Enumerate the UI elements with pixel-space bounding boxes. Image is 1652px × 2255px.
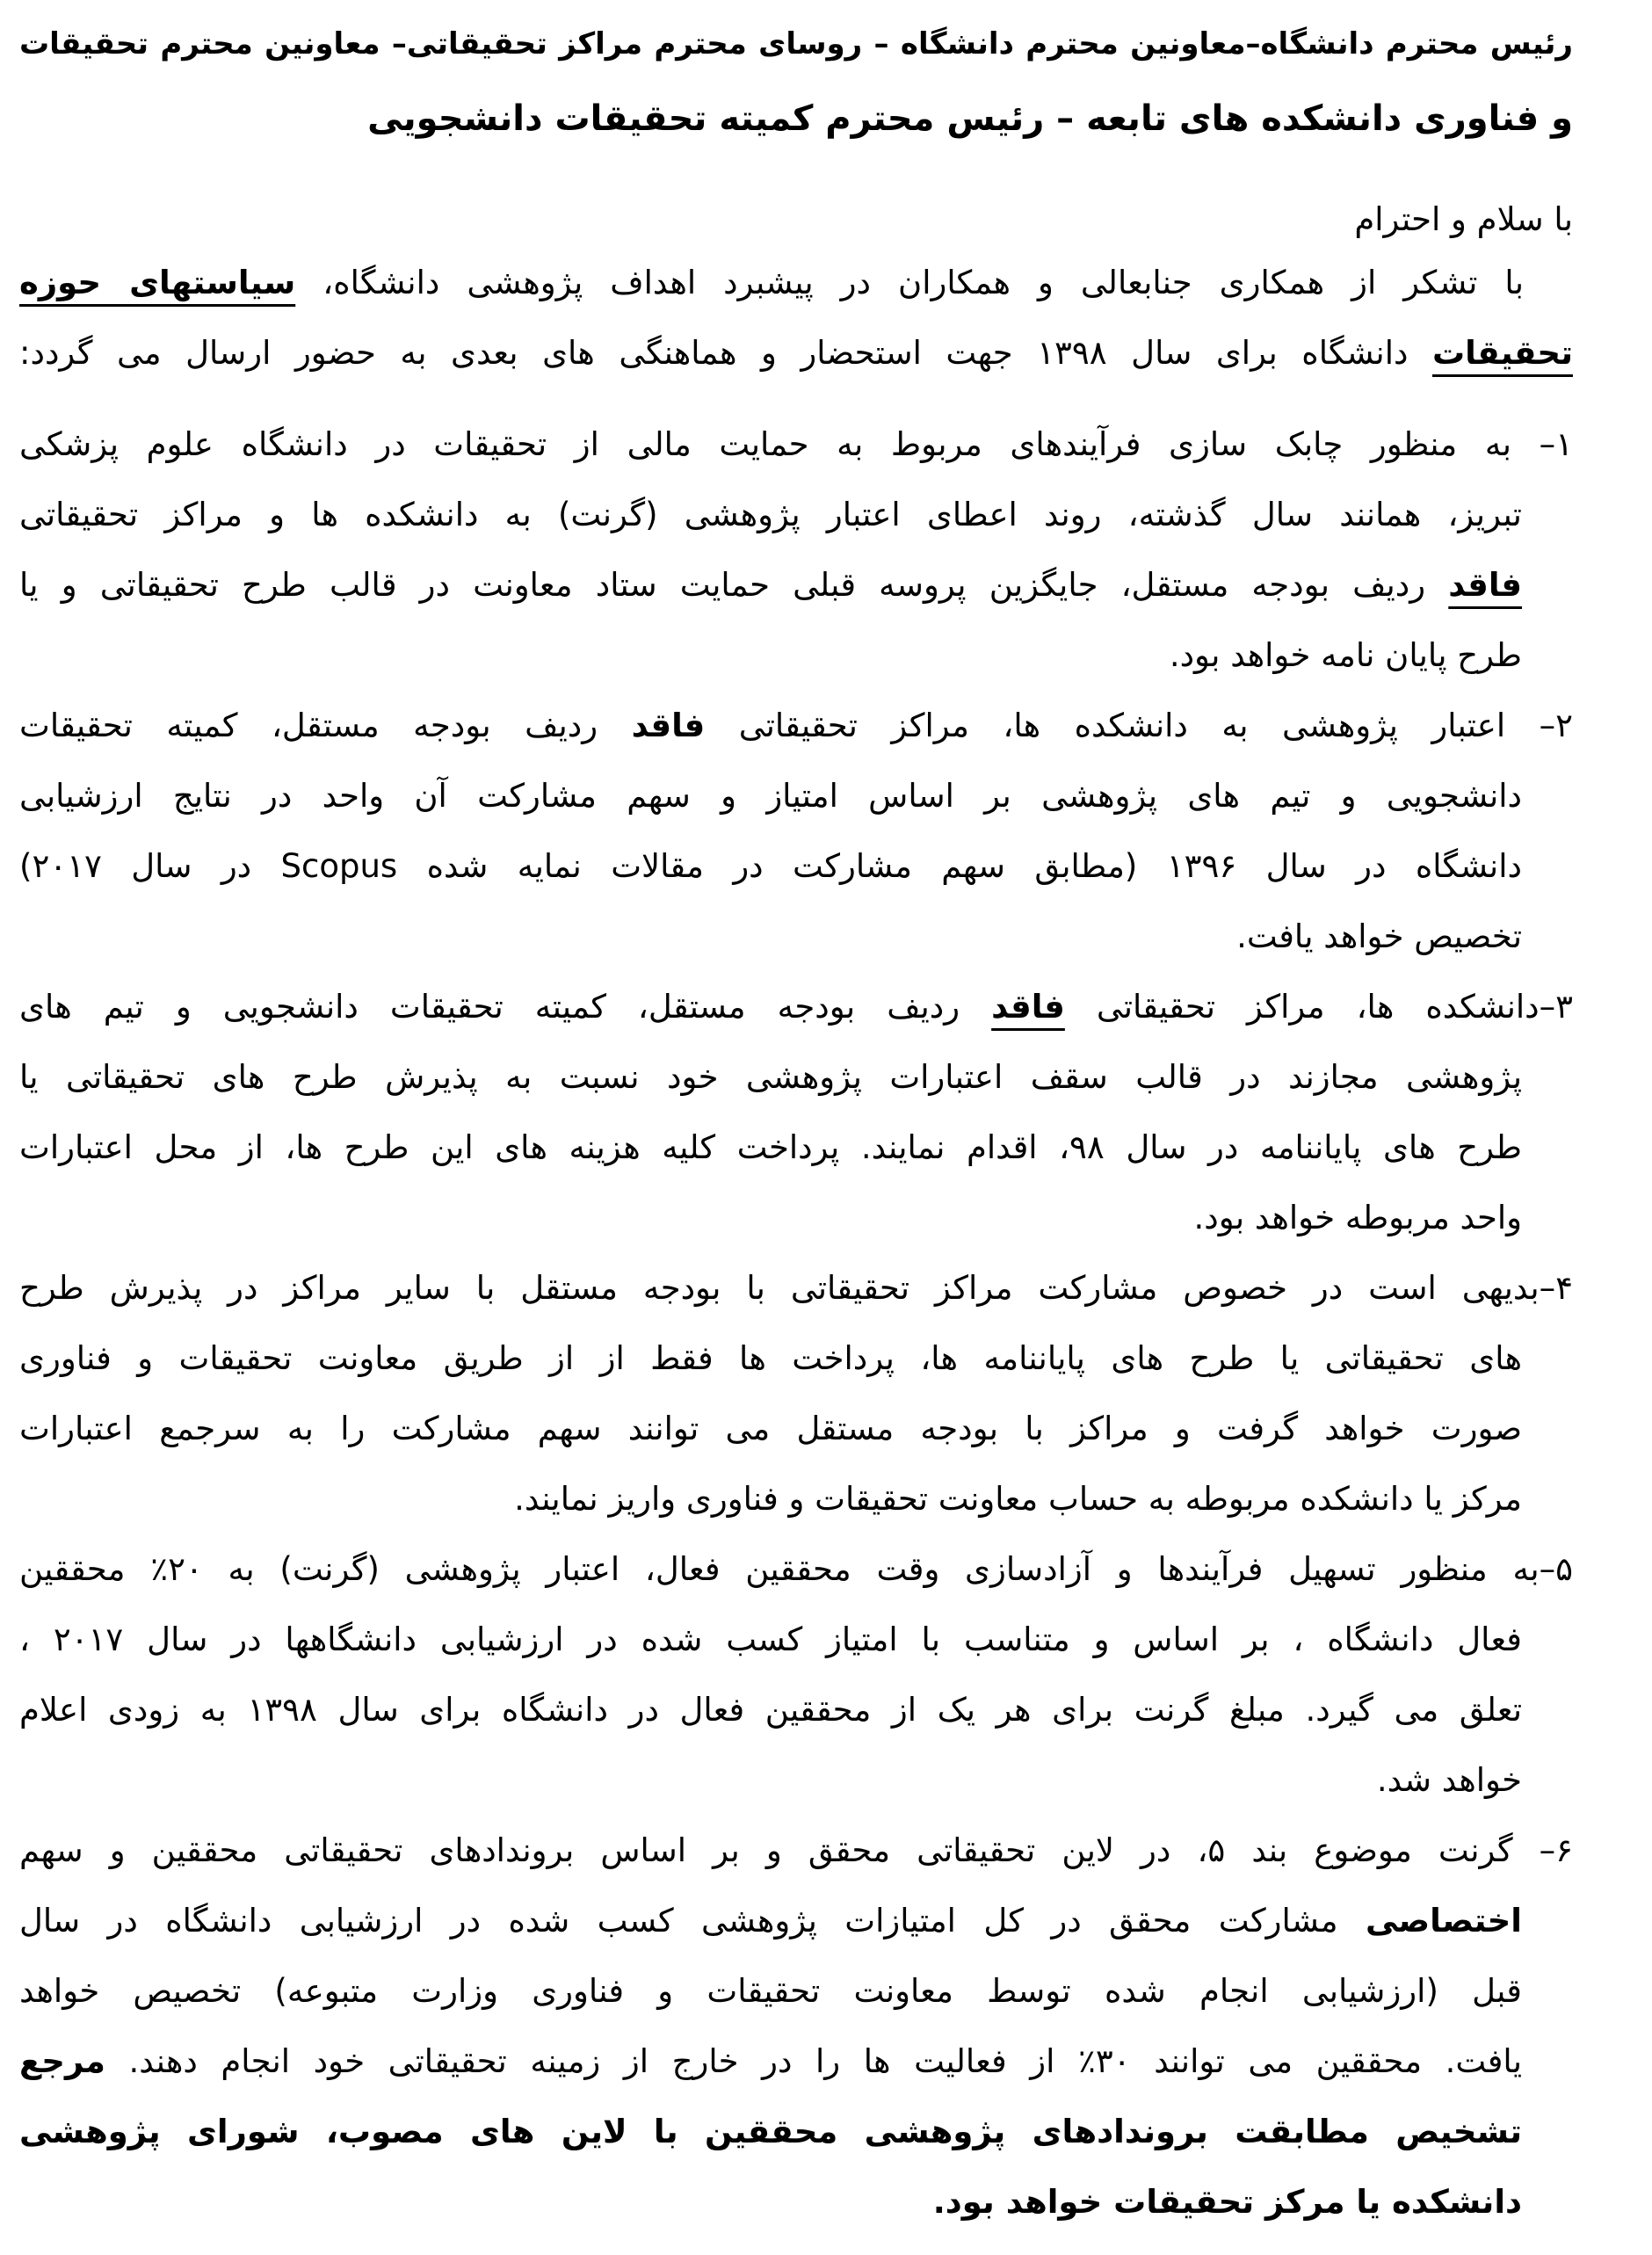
item-4-line-3: صورت خواهد گرفت و مراکز با بودجه مستقل می توانند سهم مشارکت را به سرجمع اعتبارات xyxy=(19,1410,1522,1447)
item-6-line-4 xyxy=(19,2027,1522,2097)
item-5-line-4: خواهد شد. xyxy=(1376,1761,1522,1799)
item-number: ۲– xyxy=(1539,707,1574,744)
item-3-line-3: طرح های پایاننامه در سال ۹۸، اقدام نمایند. پرداخت کلیه هزینه های این طرح ها، از محل اعتبارات xyxy=(19,1128,1522,1166)
intro-line-1 xyxy=(19,248,1573,318)
item-6-line-6: دانشکده یا مرکز تحقیقات خواهد بود. xyxy=(932,2183,1522,2221)
item-1-line-1 xyxy=(19,410,1573,480)
item-emphasis: فاقد xyxy=(631,707,706,744)
item-1-line-2: تبریز، همانند سال گذشته، روند اعطای اعتبار پژوهشی (گرنت) به دانشکده ها و مراکز تحقیقاتی xyxy=(19,496,1522,533)
item-2-line-4: تخصیص خواهد یافت. xyxy=(1236,917,1522,955)
item-text: ردیف بودجه مستقل، کمیته تحقیقات xyxy=(19,707,598,744)
item-5-line-3: تعلق می گیرد. مبلغ گرنت برای هر یک از محققین فعال در دانشگاه برای سال ۱۳۹۸ به زودی اعلام xyxy=(19,1691,1522,1729)
item-3-line-2: پژوهشی مجازند در قالب سقف اعتبارات پژوهشی خود نسبت به پذیرش طرح های تحقیقاتی یا xyxy=(19,1058,1522,1096)
item-6-line-2 xyxy=(19,1886,1522,1956)
item-6-line-1 xyxy=(19,1816,1573,1886)
addressee-line-1: رئیس محترم دانشگاه–معاونین محترم دانشگاه – روسای محترم مراکز تحقیقاتی– معاونین محترم تحقیقات xyxy=(19,26,1573,62)
item-emphasis: فاقد xyxy=(991,988,1065,1026)
intro-text: دانشگاه برای سال ۱۳۹۸ جهت استحضار و هماهنگی های بعدی به حضور ارسال می گردد: xyxy=(19,334,1409,372)
item-2-line-1 xyxy=(19,691,1573,761)
item-text: یافت. محققین می توانند ۳۰٪ از فعالیت ها را در خارج از زمینه تحقیقاتی خود انجام دهند. xyxy=(128,2042,1523,2080)
item-number: ۴– xyxy=(1539,1269,1573,1307)
intro-line-2 xyxy=(19,318,1573,388)
item-1-line-4: طرح پایان نامه خواهد بود. xyxy=(1169,636,1522,674)
item-text: ردیف بودجه مستقل، کمیته تحقیقات دانشجویی و تیم های xyxy=(19,988,960,1026)
item-2-line-2: دانشجویی و تیم های پژوهشی بر اساس امتیاز و سهم مشارکت آن واحد در نتایج ارزشیابی xyxy=(19,777,1522,815)
item-text: ردیف بودجه مستقل، جایگزین پروسه قبلی حمایت ستاد معاونت در قالب طرح تحقیقاتی و یا xyxy=(19,566,1426,604)
item-text: بدیهی است در خصوص مشارکت مراکز تحقیقاتی با بودجه مستقل با سایر مراکز در پذیرش طرح xyxy=(19,1269,1540,1307)
item-1-line-3 xyxy=(19,550,1522,620)
intro-text: با تشکر از همکاری جنابعالی و همکاران در پیشبرد اهداف پژوهشی دانشگاه، xyxy=(322,264,1524,301)
item-5-line-2: فعال دانشگاه ، بر اساس و متناسب با امتیاز کسب شده در ارزشیابی دانشگاهها در سال ۲۰۱۷ ، xyxy=(19,1621,1522,1658)
greeting: با سلام و احترام xyxy=(1354,200,1573,238)
item-emphasis: اختصاصی xyxy=(1366,1902,1522,1940)
item-text: گرنت موضوع بند ۵، در لاین تحقیقاتی محقق و بر اساس بروندادهای تحقیقاتی محققین و سهم xyxy=(19,1831,1513,1869)
item-text: به منظور تسهیل فرآیندها و آزادسازی وقت محققین فعال، اعتبار پژوهشی (گرنت) به ۲۰٪ محققین xyxy=(19,1550,1540,1588)
item-4-line-1 xyxy=(19,1253,1573,1323)
intro-emphasis-policies: سیاستهای حوزه xyxy=(19,264,296,301)
item-text: اعتبار پژوهشی به دانشکده ها، مراکز تحقیقاتی xyxy=(738,707,1506,744)
item-emphasis-end: مرجع xyxy=(19,2042,105,2080)
addressee-line-2: و فناوری دانشکده های تابعه – رئیس محترم کمیته تحقیقات دانشجویی xyxy=(367,98,1573,139)
item-3-line-1 xyxy=(19,972,1573,1042)
intro-emphasis-research: تحقیقات xyxy=(1431,334,1573,372)
item-number: ۶– xyxy=(1539,1831,1574,1869)
item-3-line-4: واحد مربوطه خواهد بود. xyxy=(1193,1199,1522,1236)
item-5-line-1 xyxy=(19,1534,1573,1605)
item-4-line-2: های تحقیقاتی یا طرح های پایاننامه ها، پرداخت ها فقط از از طریق معاونت تحقیقات و فناوری xyxy=(19,1339,1522,1377)
item-emphasis: فاقد xyxy=(1448,566,1523,604)
item-4-line-4: مرکز یا دانشکده مربوطه به حساب معاونت تحقیقات و فناوری واریز نمایند. xyxy=(514,1480,1522,1518)
item-6-line-5: تشخیص مطابقت بروندادهای پژوهشی محققین با لاین های مصوب، شورای پژوهشی xyxy=(19,2113,1522,2150)
item-text: به منظور چابک سازی فرآیندهای مربوط به حمایت مالی از تحقیقات در دانشگاه علوم پزشکی xyxy=(19,425,1511,463)
item-6-line-3: قبل (ارزشیابی انجام شده توسط معاونت تحقیقات و فناوری وزارت متبوعه) تخصیص خواهد xyxy=(19,1972,1522,2010)
item-number: ۱– xyxy=(1539,425,1573,463)
item-text: مشارکت محقق در کل امتیازات پژوهشی کسب شده در ارزشیابی دانشگاه در سال xyxy=(19,1902,1338,1940)
item-number: ۵– xyxy=(1539,1550,1573,1588)
item-2-line-3: دانشگاه در سال ۱۳۹۶ (مطابق سهم مشارکت در مقالات نمایه شده Scopus در سال ۲۰۱۷) xyxy=(19,847,1522,885)
item-text: دانشکده ها، مراکز تحقیقاتی xyxy=(1096,988,1540,1026)
item-number: ۳– xyxy=(1539,988,1573,1026)
